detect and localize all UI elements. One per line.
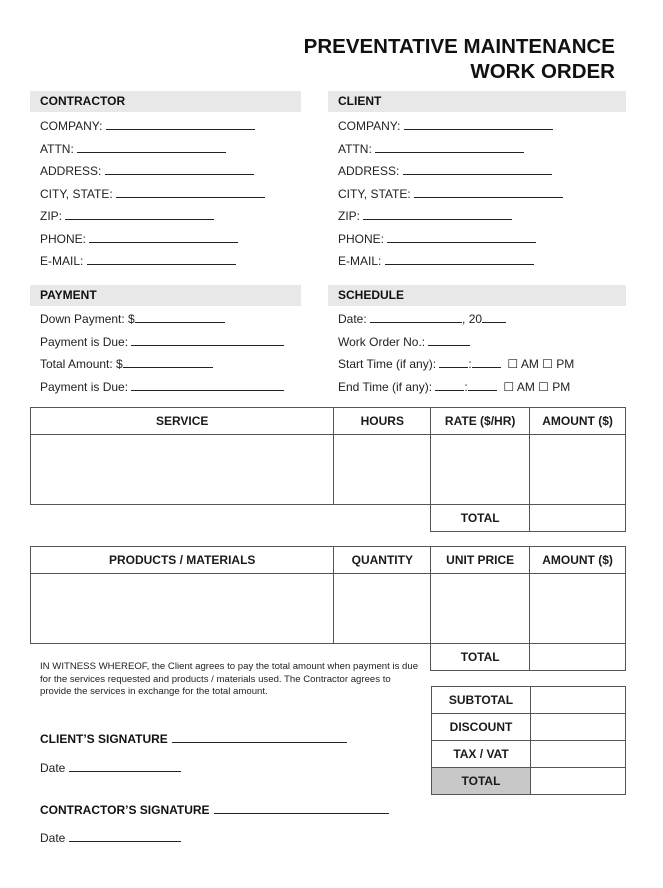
field-label: Payment is Due: [40,335,129,349]
fill-line[interactable] [123,357,213,368]
hours-header: HOURS [334,408,431,435]
services-total-value[interactable] [530,505,626,532]
witness-statement: IN WITNESS WHEREOF, the Client agrees to pay the total amount when payment is due for the services requested and products / materials used. The Contractor agrees to provide the services in exchange for the total amount. [40,661,419,697]
fill-line[interactable] [172,731,347,743]
fill-line[interactable] [131,380,284,391]
field-label: ADDRESS: [40,164,102,178]
tax-label: TAX / VAT [432,741,531,768]
subtotal-row [432,687,626,714]
field-label: ADDRESS: [338,164,400,178]
amount-header: AMOUNT ($) [530,547,626,574]
fill-line[interactable] [214,802,389,814]
hours-cell[interactable] [334,435,431,505]
fill-line[interactable] [69,830,181,842]
client-signature-label: CLIENT’S SIGNATURE [40,732,168,746]
field-label: Work Order No.: [338,335,426,349]
grand-total-label: TOTAL [432,768,531,795]
contractor-date-line[interactable] [40,830,181,845]
amount-cell[interactable] [530,574,626,644]
fill-line[interactable] [106,119,255,130]
fill-line[interactable] [77,142,226,153]
discount-row [432,714,626,741]
year-fill-line[interactable] [482,312,506,323]
fill-line[interactable] [131,335,284,346]
field-label: CITY, STATE: [338,187,411,201]
services-header-row [31,408,626,435]
fill-line[interactable] [69,760,181,772]
rate-header: RATE ($/HR) [431,408,530,435]
fill-line[interactable] [65,209,214,220]
fill-line[interactable] [375,142,524,153]
hour-fill-line[interactable] [439,357,468,368]
time-separator: : [464,380,468,394]
tax-row [432,741,626,768]
fill-line[interactable] [385,254,534,265]
am-checkbox[interactable]: ☐ AM [507,357,539,371]
quantity-cell[interactable] [334,574,431,644]
discount-label: DISCOUNT [432,714,531,741]
contractor-company-field[interactable] [40,119,255,133]
unit-price-header: UNIT PRICE [431,547,530,574]
field-label: Start Time (if any): [338,357,437,371]
pm-checkbox[interactable]: ☐ PM [538,380,571,394]
quantity-header: QUANTITY [334,547,431,574]
client-signature-line[interactable] [40,731,347,746]
client-date-line[interactable] [40,760,181,775]
fill-line[interactable] [116,187,265,198]
products-header-row [31,547,626,574]
field-label: COMPANY: [40,119,103,133]
field-label: Down Payment: $ [40,312,135,326]
field-label: PHONE: [338,232,385,246]
grand-total-value[interactable] [531,768,626,795]
date-label: Date [40,831,66,845]
time-separator: : [468,357,472,371]
fill-line[interactable] [135,312,225,323]
service-cell[interactable] [31,435,334,505]
amount-header: AMOUNT ($) [530,408,626,435]
contractor-email-field[interactable] [40,254,236,268]
hour-fill-line[interactable] [435,380,464,391]
products-table [30,546,626,671]
field-label: Total Amount: $ [40,357,123,371]
products-total-label: TOTAL [431,644,530,671]
title-line-2: WORK ORDER [470,60,615,83]
subtotal-value[interactable] [531,687,626,714]
client-heading: CLIENT [328,91,626,112]
contractor-phone-field[interactable] [40,232,238,246]
contractor-city-state-field[interactable] [40,187,265,201]
summary-table [431,686,626,795]
services-total-row [31,505,626,532]
contractor-signature-label: CONTRACTOR’S SIGNATURE [40,803,210,817]
amount-cell[interactable] [530,435,626,505]
field-label: ZIP: [338,209,361,223]
date-label: Date [40,761,66,775]
field-label: E-MAIL: [40,254,84,268]
client-address-field[interactable] [338,164,552,178]
blank-cell [31,505,431,532]
field-label: Payment is Due: [40,380,129,394]
client-zip-field[interactable] [338,209,512,223]
fill-line[interactable] [363,209,512,220]
services-total-label: TOTAL [431,505,530,532]
contractor-heading: CONTRACTOR [30,91,301,112]
field-label: ZIP: [40,209,63,223]
client-attn-field[interactable] [338,142,524,156]
total-amount-field[interactable] [40,357,213,371]
field-label: Date: [338,312,367,326]
services-table [30,407,626,532]
schedule-heading: SCHEDULE [328,285,626,306]
grand-total-row [432,768,626,795]
field-label: PHONE: [40,232,87,246]
schedule-date-field[interactable] [338,312,506,326]
contractor-address-field[interactable] [40,164,254,178]
down-payment-field[interactable] [40,312,225,326]
fill-line[interactable] [414,187,563,198]
minute-fill-line[interactable] [468,380,497,391]
work-order-no-field[interactable] [338,335,470,349]
field-label: E-MAIL: [338,254,382,268]
service-header: SERVICE [31,408,334,435]
am-checkbox[interactable]: ☐ AM [503,380,535,394]
fill-line[interactable] [387,232,536,243]
payment-due-field-2[interactable] [40,380,284,394]
product-cell[interactable] [31,574,334,644]
fill-line[interactable] [428,335,470,346]
minute-fill-line[interactable] [472,357,501,368]
payment-due-field-1[interactable] [40,335,284,349]
fill-line[interactable] [404,119,553,130]
fill-line[interactable] [105,164,254,175]
field-label: ATTN: [338,142,372,156]
start-time-field[interactable] [338,357,574,371]
document-title [304,34,615,84]
client-company-field[interactable] [338,119,553,133]
pm-checkbox[interactable]: ☐ PM [542,357,575,371]
client-email-field[interactable] [338,254,534,268]
products-header: PRODUCTS / MATERIALS [31,547,334,574]
field-label: COMPANY: [338,119,401,133]
tax-value[interactable] [531,741,626,768]
unit-price-cell[interactable] [431,574,530,644]
fill-line[interactable] [403,164,552,175]
payment-heading: PAYMENT [30,285,301,306]
contractor-zip-field[interactable] [40,209,214,223]
products-body-row [31,574,626,644]
client-city-state-field[interactable] [338,187,563,201]
field-label: ATTN: [40,142,74,156]
services-body-row [31,435,626,505]
year-prefix: , 20 [462,312,483,326]
contractor-signature-line[interactable] [40,802,389,817]
client-phone-field[interactable] [338,232,536,246]
subtotal-label: SUBTOTAL [432,687,531,714]
field-label: CITY, STATE: [40,187,113,201]
fill-line[interactable] [87,254,236,265]
products-total-value[interactable] [530,644,626,671]
rate-cell[interactable] [431,435,530,505]
contractor-attn-field[interactable] [40,142,226,156]
fill-line[interactable] [89,232,238,243]
end-time-field[interactable] [338,380,570,394]
field-label: End Time (if any): [338,380,433,394]
title-line-1: PREVENTATIVE MAINTENANCE [303,35,615,58]
discount-value[interactable] [531,714,626,741]
date-fill-line[interactable] [370,312,462,323]
